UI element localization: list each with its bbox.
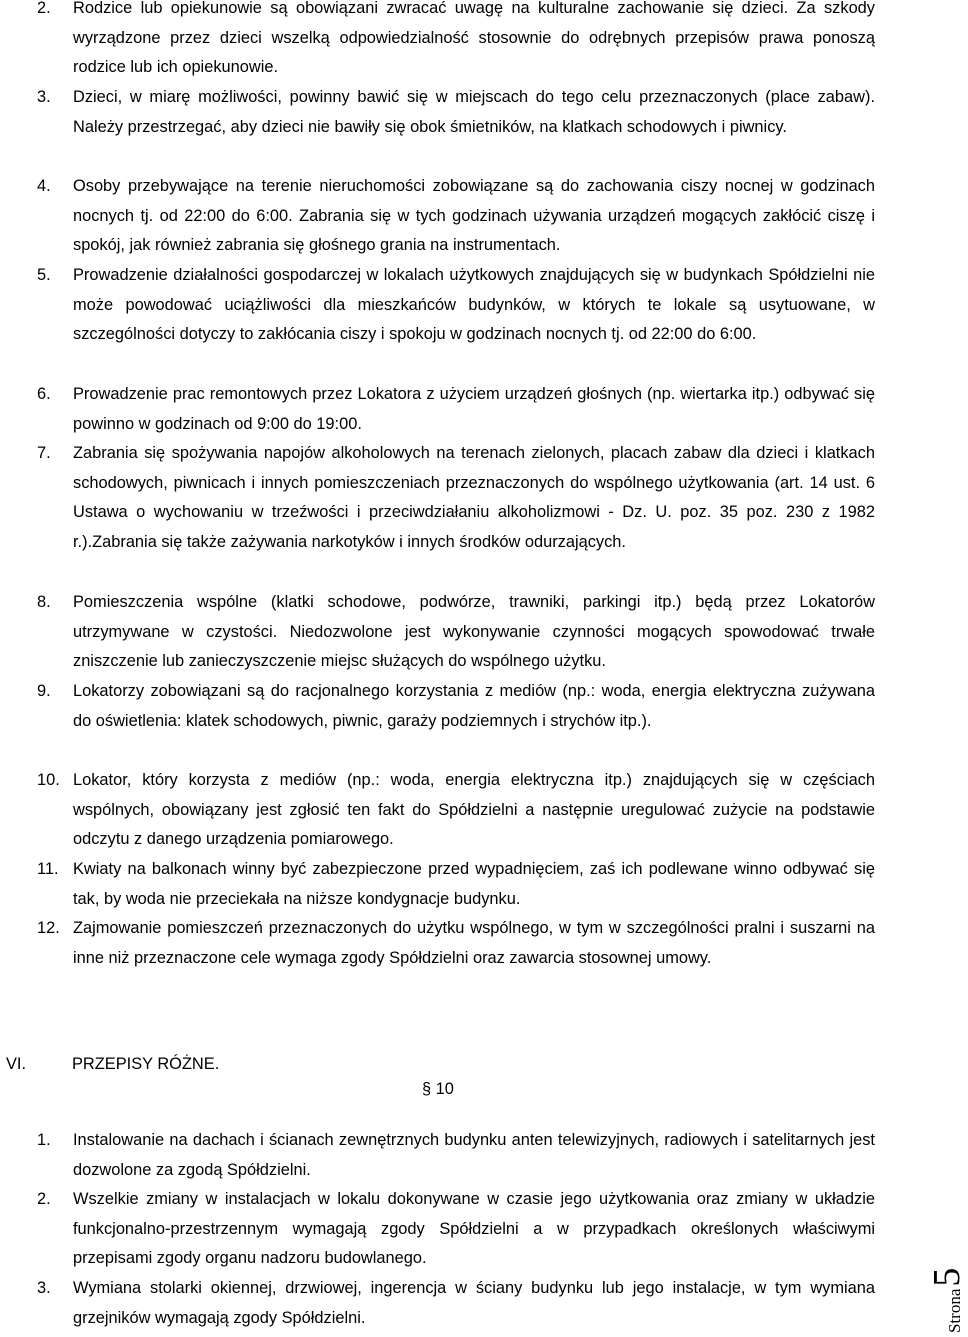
list-item (37, 439, 875, 557)
list-item (37, 83, 875, 142)
list-item (37, 766, 875, 855)
list-item-text: Prowadzenie prac remontowych przez Lokatora z użyciem urządzeń głośnych (np. wiertarka itp.) odbywać się powinno w godzinach od 9:00 do 19:00. (73, 385, 875, 433)
section-number: VI. (6, 1055, 27, 1073)
section-title: PRZEPISY RÓŻNE. (72, 1055, 220, 1073)
list-item (37, 588, 875, 677)
list-item-text: Lokator, który korzysta z mediów (np.: woda, energia elektryczna itp.) znajdujących się w częściach wspólnych, obowiązany jest zgłosić ten fakt do Spółdzielni a następnie uregulować zużycie na podstawie odczytu z danego urządzenia pomiarowego. (73, 771, 875, 849)
list-item-text: Zajmowanie pomieszczeń przeznaczonych do użytku wspólnego, w tym w szczególności pralni i suszarni na inne niż przeznaczone cele wymaga zgody Spółdzielni oraz zawarcia stosownej umowy. (73, 919, 875, 967)
list-item (37, 261, 875, 350)
list-item (37, 172, 875, 261)
list-item-text: Pomieszczenia wspólne (klatki schodowe, podwórze, trawniki, parkingi itp.) będą przez Lokatorów utrzymywane w czystości. Niedozwolone jest wykonywanie czynności mogących spowodować trwałe zniszczenie lub zanieczyszczenie miejsc służących do wspólnego użytku. (73, 593, 875, 671)
list-item (37, 1274, 875, 1333)
list-item-number: 10. (37, 771, 60, 789)
list-item-text: Wymiana stolarki okiennej, drzwiowej, ingerencja w ściany budynku lub jego instalacje, w tym wymiana grzejników wymagają zgody Spółdzielni. (73, 1279, 875, 1327)
list-item-number: 7. (37, 444, 51, 462)
list-item (37, 1185, 875, 1274)
list-item-text: Osoby przebywające na terenie nieruchomości zobowiązane są do zachowania ciszy nocnej w godzinach nocnych tj. od 22:00 do 6:00. Zabrania się w tych godzinach używania urządzeń mogących zakłócić ciszę i spokój, jak również zabrania się głośnego grania na instrumentach. (73, 177, 875, 255)
list-item (37, 914, 875, 973)
list-item-number: 2. (37, 0, 51, 17)
list-item (37, 380, 875, 439)
list-item (37, 855, 875, 914)
list-item-number: 3. (37, 88, 51, 106)
paragraph-number: § 10 (422, 1080, 454, 1098)
list-item-text: Zabrania się spożywania napojów alkoholowych na terenach zielonych, placach zabaw dla dzieci i klatkach schodowych, piwnicach i innych pomieszczeniach przeznaczonych do wspólnego użytkowania (art. 14 ust. 6 Ustawa o wychowaniu w trzeźwości i przeciwdziałaniu alkoholizmowi - Dz. U. poz. 35 poz. 230 z 1982 r.).Zabrania się także zażywania narkotyków i innych środków odurzających. (73, 444, 875, 551)
list-item (37, 677, 875, 736)
list-item-number: 3. (37, 1279, 51, 1297)
list-item-text: Kwiaty na balkonach winny być zabezpieczone przed wypadnięciem, zaś ich podlewane winno odbywać się tak, by woda nie przeciekała na niższe kondygnacje budynku. (73, 860, 875, 908)
page-word: Strona (945, 1288, 964, 1333)
page-number: 5 (926, 1267, 968, 1287)
list-item-text: Instalowanie na dachach i ścianach zewnętrznych budynku anten telewizyjnych, radiowych i satelitarnych jest dozwolone za zgodą Spółdzielni. (73, 1131, 875, 1179)
page-number-label (916, 1223, 966, 1333)
list-item-text: Wszelkie zmiany w instalacjach w lokalu dokonywane w czasie jego użytkowania oraz zmiany w układzie funkcjonalno-przestrzennym wymagają zgody Spółdzielni a w przypadkach określonych właściwymi przepisami zgody organu nadzoru budowlanego. (73, 1190, 875, 1268)
list-item-number: 6. (37, 385, 51, 403)
list-item-text: Rodzice lub opiekunowie są obowiązani zwracać uwagę na kulturalne zachowanie się dzieci. Za szkody wyrządzone przez dzieci wszelką odpowiedzialność stosownie do odrębnych przepisów prawa ponoszą rodzice lub ich opiekunowie. (73, 0, 875, 77)
list-item-number: 2. (37, 1190, 51, 1208)
list-item-text: Lokatorzy zobowiązani są do racjonalnego korzystania z mediów (np.: woda, energia elektryczna zużywana do oświetlenia: klatek schodowych, piwnic, garaży podziemnych i strychów itp.). (73, 682, 875, 730)
list-item-number: 9. (37, 682, 51, 700)
list-item-text: Dzieci, w miarę możliwości, powinny bawić się w miejscach do tego celu przeznaczonych (place zabaw). Należy przestrzegać, aby dzieci nie bawiły się obok śmietników, na klatkach schodowych i piwnicy. (73, 88, 875, 136)
list-item (37, 1126, 875, 1185)
list-item-text: Prowadzenie działalności gospodarczej w lokalach użytkowych znajdujących się w budynkach Spółdzielni nie może powodować uciążliwości dla mieszkańców budynków, w których te lokale są usytuowane, w szczególności dotyczy to zakłócania ciszy i spokoju w godzinach nocnych tj. od 22:00 do 6:00. (73, 266, 875, 344)
list-item (37, 0, 875, 83)
list-item-number: 11. (37, 860, 59, 878)
list-item-number: 5. (37, 266, 51, 284)
list-item-number: 1. (37, 1131, 51, 1149)
list-item-number: 4. (37, 177, 51, 195)
list-item-number: 8. (37, 593, 51, 611)
list-item-number: 12. (37, 919, 60, 937)
